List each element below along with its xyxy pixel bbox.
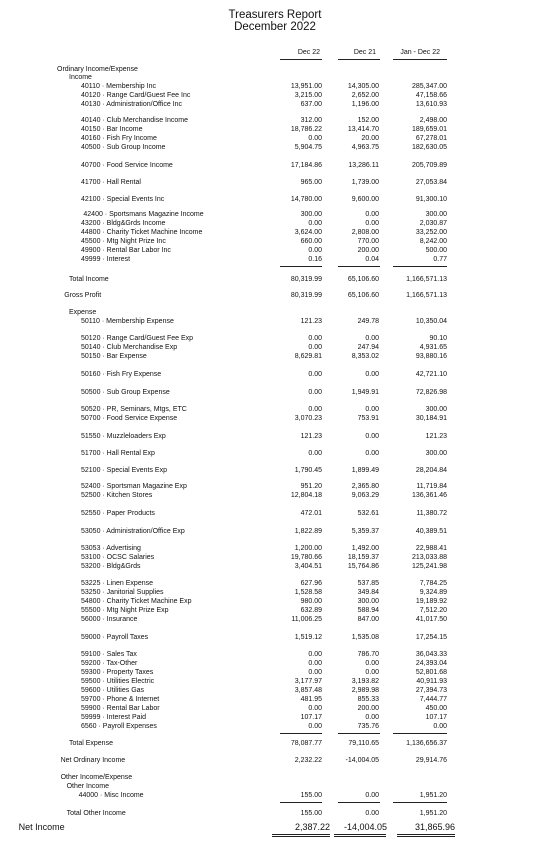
row-value: 300.00 — [425, 211, 447, 218]
row-value: 0.00 — [308, 371, 322, 378]
row-value: 0.00 — [308, 406, 322, 413]
row-value: 2,387.22 — [294, 822, 330, 832]
row-value: 13,610.93 — [415, 101, 447, 108]
row-value: 247.94 — [357, 344, 379, 351]
row-value: 1,822.89 — [294, 528, 322, 535]
row-value: 300.00 — [425, 406, 447, 413]
subtotal-rule — [338, 802, 380, 803]
row-value: 637.00 — [300, 101, 322, 108]
row-value: 5,359.37 — [351, 528, 379, 535]
row-value: 2,652.00 — [351, 92, 379, 99]
row-value: 47,158.66 — [415, 92, 447, 99]
row-value: 72,826.98 — [415, 389, 447, 396]
subtotal-rule — [338, 733, 380, 734]
row-value: 770.00 — [357, 238, 379, 245]
row-value: 11,719.84 — [416, 483, 447, 490]
row-value: 300.00 — [425, 450, 447, 457]
row-value: 13,286.11 — [348, 162, 379, 169]
row-value: 1,196.00 — [351, 101, 379, 108]
row-label: 50120 · Range Card/Guest Fee Exp — [81, 335, 194, 342]
row-value: 3,177.97 — [294, 678, 322, 685]
row-value: 78,087.77 — [290, 740, 322, 747]
subtotal-rule — [393, 802, 447, 803]
row-label: 59200 · Tax-Other — [81, 660, 138, 667]
row-value: 0.00 — [365, 371, 379, 378]
row-value: 11,380.72 — [416, 510, 447, 517]
row-label: 52550 · Paper Products — [81, 510, 155, 517]
row-label: 52500 · Kitchen Stores — [81, 492, 153, 499]
row-value: 0.00 — [308, 705, 322, 712]
row-label: 40500 · Sub Group Income — [81, 144, 166, 151]
row-value: 4,963.75 — [351, 144, 379, 151]
row-label: 52400 · Sportsman Magazine Exp — [81, 483, 187, 490]
row-value: 9,324.89 — [419, 589, 447, 596]
row-value: 0.00 — [365, 211, 379, 218]
row-value: 17,184.86 — [290, 162, 322, 169]
row-value: 632.89 — [300, 607, 322, 614]
row-value: 450.00 — [425, 705, 447, 712]
row-label: 53250 · Janitorial Supplies — [81, 589, 164, 596]
row-value: 0.00 — [308, 135, 322, 142]
row-label: 59500 · Utilities Electric — [81, 678, 155, 685]
row-label: 51550 · Muzzleloaders Exp — [81, 433, 166, 440]
row-value: 205,709.89 — [411, 162, 447, 169]
row-value: 1,492.00 — [351, 545, 379, 552]
row-label: Other Income — [66, 783, 110, 790]
row-value: 7,444.77 — [419, 696, 447, 703]
row-value: 136,361.46 — [411, 492, 447, 499]
subtotal-rule — [393, 266, 447, 267]
row-value: 65,106.60 — [347, 292, 379, 299]
row-value: 660.00 — [300, 238, 322, 245]
column-header-dec-21: Dec 21 — [353, 49, 376, 56]
row-value: 107.17 — [300, 714, 322, 721]
row-value: 107.17 — [425, 714, 447, 721]
row-value: 285,347.00 — [411, 83, 447, 90]
row-value: 0.00 — [365, 714, 379, 721]
row-value: 18,159.37 — [347, 554, 379, 561]
row-value: 11,006.25 — [291, 616, 322, 623]
row-value: -14,004.05 — [345, 757, 379, 764]
row-value: 980.00 — [300, 598, 322, 605]
row-value: 14,780.00 — [290, 196, 322, 203]
row-value: 14,305.00 — [347, 83, 379, 90]
row-value: 213,033.88 — [411, 554, 447, 561]
row-label: 59600 · Utilities Gas — [81, 687, 145, 694]
row-label: Gross Profit — [64, 292, 102, 299]
row-value: 1,790.45 — [294, 467, 322, 474]
subtotal-rule — [338, 266, 380, 267]
row-value: 3,857.48 — [294, 687, 322, 694]
row-value: 17,254.15 — [415, 634, 447, 641]
row-value: 8,353.02 — [351, 353, 379, 360]
column-header-jan-dec-22: Jan - Dec 22 — [400, 49, 440, 56]
row-value: 1,166,571.13 — [406, 292, 447, 299]
row-label: 59700 · Phone & Internet — [81, 696, 160, 703]
row-value: 2,498.00 — [419, 117, 447, 124]
row-value: 855.33 — [357, 696, 379, 703]
double-underline — [272, 836, 330, 837]
row-label: 50110 · Membership Expense — [81, 318, 174, 325]
row-value: 3,070.23 — [294, 415, 322, 422]
column-header-rule — [393, 59, 447, 60]
row-value: 41,017.50 — [415, 616, 447, 623]
row-value: 0.00 — [365, 450, 379, 457]
row-value: 847.00 — [357, 616, 379, 623]
row-label: 49900 · Rental Bar Labor Inc — [81, 247, 171, 254]
row-value: 0.00 — [308, 344, 322, 351]
row-label: 53200 · Bldg&Grds — [81, 563, 141, 570]
row-value: 121.23 — [425, 433, 447, 440]
row-value: 121.23 — [300, 433, 322, 440]
row-label: 56000 · Insurance — [81, 616, 138, 623]
row-value: 52,801.68 — [415, 669, 447, 676]
row-value: 0.00 — [308, 651, 322, 658]
row-value: 965.00 — [300, 179, 322, 186]
row-label: 40140 · Club Merchandise Income — [81, 117, 189, 124]
row-value: 8,242.00 — [419, 238, 447, 245]
row-value: 90.10 — [429, 335, 447, 342]
row-value: 28,204.84 — [415, 467, 447, 474]
row-value: 67,278.01 — [415, 135, 447, 142]
row-value: 200.00 — [357, 705, 379, 712]
row-label: 59000 · Payroll Taxes — [81, 634, 149, 641]
row-value: 1,200.00 — [294, 545, 322, 552]
row-label: 41700 · Hall Rental — [81, 179, 141, 186]
row-label: 40150 · Bar Income — [81, 126, 143, 133]
row-value: 33,252.00 — [415, 229, 447, 236]
row-value: 951.20 — [300, 483, 322, 490]
row-value: 3,215.00 — [294, 92, 322, 99]
row-label: 52100 · Special Events Exp — [81, 467, 167, 474]
row-value: 753.91 — [357, 415, 379, 422]
row-label: Net Income — [18, 822, 65, 832]
row-label: Total Expense — [69, 740, 113, 747]
row-label: 53050 · Administration/Office Exp — [81, 528, 185, 535]
row-value: 42,721.10 — [415, 371, 447, 378]
row-label: 40160 · Fish Fry Income — [81, 135, 157, 142]
row-value: 0.00 — [308, 660, 322, 667]
row-value: 125,241.98 — [411, 563, 447, 570]
row-label: Total Income — [69, 276, 109, 283]
row-value: 9,600.00 — [351, 196, 379, 203]
row-value: 200.00 — [357, 247, 379, 254]
row-value: 481.95 — [300, 696, 322, 703]
row-value: 24,393.04 — [415, 660, 447, 667]
row-value: 0.16 — [308, 256, 322, 263]
row-label: Net Ordinary Income — [60, 757, 126, 764]
row-value: 300.00 — [300, 211, 322, 218]
row-value: 1,136,656.37 — [406, 740, 447, 747]
row-value: 30,184.91 — [415, 415, 447, 422]
double-underline — [334, 834, 386, 835]
row-label: 42400 · Sportsmans Magazine Income — [83, 211, 204, 218]
row-label: Expense — [69, 309, 97, 316]
row-value: 29,914.76 — [415, 757, 447, 764]
subtotal-rule — [280, 733, 322, 734]
row-label: 42100 · Special Events Inc — [81, 196, 165, 203]
double-underline — [272, 834, 330, 835]
row-label: 6560 · Payroll Expenses — [81, 723, 157, 730]
row-value: 65,106.60 — [347, 276, 379, 283]
row-value: 155.00 — [300, 792, 322, 799]
row-value: 7,784.25 — [419, 580, 447, 587]
row-value: 1,535.08 — [351, 634, 379, 641]
row-value: 3,624.00 — [294, 229, 322, 236]
row-value: 0.00 — [365, 335, 379, 342]
row-label: 40120 · Range Card/Guest Fee Inc — [81, 92, 191, 99]
report-period: December 2022 — [234, 21, 316, 33]
row-label: 44000 · Misc Income — [78, 792, 144, 799]
double-underline — [397, 836, 455, 837]
row-value: 3,193.82 — [351, 678, 379, 685]
row-value: 27,394.73 — [415, 687, 447, 694]
double-underline — [397, 834, 455, 835]
row-value: 5,904.75 — [294, 144, 322, 151]
row-value: 80,319.99 — [290, 276, 322, 283]
row-label: 55500 · Mtg Night Prize Exp — [81, 607, 169, 614]
row-value: 20.00 — [361, 135, 379, 142]
row-value: 0.00 — [308, 669, 322, 676]
report-title: Treasurers Report — [228, 9, 322, 21]
row-value: 3,404.51 — [294, 563, 322, 570]
row-value: 0.00 — [308, 220, 322, 227]
row-value: 152.00 — [357, 117, 379, 124]
row-value: 36,043.33 — [415, 651, 447, 658]
row-value: 40,911.93 — [416, 678, 447, 685]
row-value: 532.61 — [357, 510, 379, 517]
row-label: 50700 · Food Service Expense — [81, 415, 178, 422]
row-label: Ordinary Income/Expense — [57, 66, 138, 73]
row-value: 1,899.49 — [351, 467, 379, 474]
row-value: 472.01 — [300, 510, 322, 517]
row-label: Total Other Income — [66, 810, 126, 817]
row-value: 1,519.12 — [294, 634, 322, 641]
row-value: 91,300.10 — [415, 196, 447, 203]
row-value: 9,063.29 — [351, 492, 379, 499]
row-value: 0.00 — [365, 792, 379, 799]
row-label: 53100 · OCSC Salaries — [81, 554, 155, 561]
row-value: 0.00 — [365, 220, 379, 227]
row-value: -14,004.05 — [343, 822, 387, 832]
row-value: 19,189.92 — [415, 598, 447, 605]
row-value: 13,414.70 — [347, 126, 379, 133]
row-value: 93,880.16 — [415, 353, 447, 360]
row-value: 0.00 — [308, 335, 322, 342]
row-value: 2,365.80 — [351, 483, 379, 490]
row-value: 1,166,571.13 — [406, 276, 447, 283]
subtotal-rule — [280, 802, 322, 803]
row-value: 80,319.99 — [290, 292, 322, 299]
row-label: 59300 · Property Taxes — [81, 669, 154, 676]
row-value: 121.23 — [300, 318, 322, 325]
row-label: 53053 · Advertising — [81, 545, 141, 552]
subtotal-rule — [280, 266, 322, 267]
row-value: 1,739.00 — [351, 179, 379, 186]
row-value: 0.00 — [365, 810, 379, 817]
column-header-dec-22: Dec 22 — [297, 49, 320, 56]
row-value: 0.00 — [433, 723, 447, 730]
row-value: 2,989.98 — [351, 687, 379, 694]
row-label: 59900 · Rental Bar Labor — [81, 705, 160, 712]
row-label: Income — [69, 74, 92, 81]
row-value: 182,630.05 — [411, 144, 447, 151]
row-value: 0.00 — [308, 389, 322, 396]
row-label: 49999 · Interest — [81, 256, 131, 263]
row-value: 19,780.66 — [290, 554, 322, 561]
row-label: 59999 · Interest Paid — [81, 714, 146, 721]
row-label: 51700 · Hall Rental Exp — [81, 450, 155, 457]
row-value: 2,232.22 — [294, 757, 322, 764]
row-value: 735.76 — [357, 723, 379, 730]
row-value: 7,512.20 — [419, 607, 447, 614]
row-value: 12,804.18 — [290, 492, 322, 499]
column-header-rule — [338, 59, 380, 60]
row-value: 18,786.22 — [290, 126, 322, 133]
row-label: 50160 · Fish Fry Expense — [81, 371, 162, 378]
column-header-rule — [280, 59, 322, 60]
row-label: 40110 · Membership Inc — [81, 83, 156, 90]
row-label: 59100 · Sales Tax — [81, 651, 137, 658]
row-value: 10,350.04 — [415, 318, 447, 325]
row-value: 588.94 — [357, 607, 379, 614]
row-label: Other Income/Expense — [60, 774, 133, 781]
row-value: 1,951.20 — [419, 792, 447, 799]
row-value: 0.00 — [365, 433, 379, 440]
row-value: 2,808.00 — [351, 229, 379, 236]
row-label: 50500 · Sub Group Expense — [81, 389, 170, 396]
row-label: 40130 · Administration/Office Inc — [81, 101, 183, 108]
row-value: 2,030.87 — [419, 220, 447, 227]
row-value: 27,053.84 — [415, 179, 447, 186]
row-value: 1,528.58 — [294, 589, 322, 596]
row-value: 627.96 — [300, 580, 322, 587]
row-value: 22,988.41 — [415, 545, 447, 552]
row-label: 54800 · Charity Ticket Machine Exp — [81, 598, 192, 605]
double-underline — [334, 836, 386, 837]
row-value: 0.04 — [365, 256, 379, 263]
row-value: 0.77 — [433, 256, 447, 263]
row-value: 0.00 — [308, 247, 322, 254]
row-label: 44800 · Charity Ticket Machine Income — [81, 229, 203, 236]
row-label: 40700 · Food Service Income — [81, 162, 173, 169]
row-value: 1,949.91 — [351, 389, 379, 396]
row-value: 786.70 — [357, 651, 379, 658]
row-value: 40,389.51 — [415, 528, 447, 535]
row-value: 8,629.81 — [294, 353, 322, 360]
row-value: 249.78 — [357, 318, 379, 325]
row-value: 15,764.86 — [347, 563, 379, 570]
row-value: 300.00 — [357, 598, 379, 605]
row-value: 500.00 — [425, 247, 447, 254]
row-label: 50520 · PR, Seminars, Mtgs, ETC — [81, 406, 187, 413]
row-value: 537.85 — [357, 580, 379, 587]
row-value: 0.00 — [308, 723, 322, 730]
row-value: 0.00 — [365, 669, 379, 676]
row-label: 50140 · Club Merchandise Exp — [81, 344, 178, 351]
row-value: 189,659.01 — [411, 126, 447, 133]
subtotal-rule — [393, 733, 447, 734]
row-value: 13,951.00 — [290, 83, 322, 90]
row-value: 31,865.96 — [414, 822, 455, 832]
row-value: 312.00 — [300, 117, 322, 124]
row-label: 45500 · Mtg Night Prize Inc — [81, 238, 166, 245]
row-value: 155.00 — [300, 810, 322, 817]
row-value: 4,931.65 — [419, 344, 447, 351]
row-value: 79,110.65 — [348, 740, 379, 747]
row-value: 0.00 — [365, 406, 379, 413]
row-value: 0.00 — [308, 450, 322, 457]
row-value: 349.84 — [357, 589, 379, 596]
row-label: 53225 · Linen Expense — [81, 580, 153, 587]
row-label: 43200 · Bldg&Grds Income — [81, 220, 166, 227]
row-value: 1,951.20 — [419, 810, 447, 817]
row-value: 0.00 — [365, 660, 379, 667]
row-label: 50150 · Bar Expense — [81, 353, 147, 360]
